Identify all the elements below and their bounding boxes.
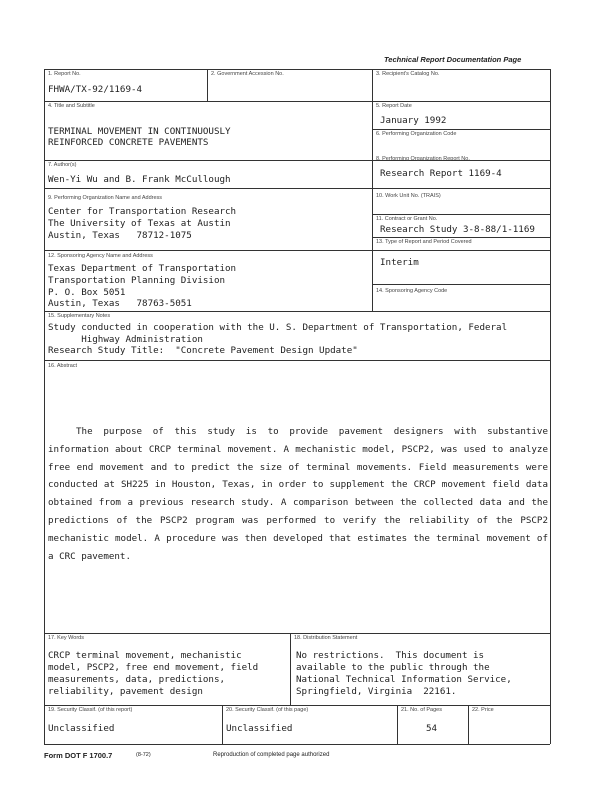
performing-org-line-2: The University of Texas at Austin [48,218,231,229]
report-no-value: FHWA/TX-92/1169-4 [48,84,143,95]
report-no-label: 1. Report No. [48,71,81,77]
distribution-line-2: available to the public through the [296,662,490,673]
form-date: (8-72) [136,752,151,758]
abstract-paragraph: The purpose of this study is to provide pavement designers with substantive information about CRCP terminal movement. A mechanistic model, PSCP2, was used to analyze free end movement and to predict the size of terminal movements. Field measurements were conducted at SH225 in Houston, Texas, in order to supplement the CRCP movement field data obtained from a previous research study. A comparison between the collected data and the predictions of the PSCP2 program was performed to verify the reliability of the PSCP2 mechanistic model. A procedure was then developed that estimates the terminal movement of a CRC pavement. [48,426,548,562]
performing-org-report-value: Research Report 1169-4 [380,168,502,179]
key-words-line-2: model, PSCP2, free end movement, field [48,662,259,673]
report-date-value: January 1992 [380,115,447,126]
distribution-line-4: Springfield, Virginia 22161. [296,686,457,697]
distribution-line-1: No restrictions. This document is [296,650,485,661]
sponsoring-agency-code-label: 14. Sponsoring Agency Code [376,288,448,294]
performing-org-code-label: 6. Performing Organization Code [376,131,457,137]
contract-grant-value: Research Study 3-8-88/1-1169 [380,224,535,235]
recipient-catalog-label: 3. Recipient's Catalog No. [376,71,440,77]
security-classif-report-label: 19. Security Classif. (of this report) [48,707,133,713]
page-count-label: 21. No. of Pages [401,707,442,713]
title-subtitle-label: 4. Title and Subtitle [48,103,95,109]
supplementary-notes-line-1: Study conducted in cooperation with the U. S. Department of Transportation, Federal [48,322,508,333]
sponsoring-agency-line-2: Transportation Planning Division [48,275,226,286]
supplementary-notes-line-2: Highway Administration [48,334,203,345]
contract-grant-label: 11. Contract or Grant No. [376,216,438,222]
key-words-line-4: reliability, pavement design [48,686,203,697]
title-line-2: REINFORCED CONCRETE PAVEMENTS [48,137,209,148]
report-type-label: 13. Type of Report and Period Covered [376,239,472,245]
page-count-value: 54 [426,723,438,734]
performing-org-name-label: 9. Performing Organization Name and Address [48,195,163,201]
security-classif-page-label: 20. Security Classif. (of this page) [226,707,309,713]
sponsoring-agency-line-1: Texas Department of Transportation [48,263,237,274]
form-id: Form DOT F 1700.7 [44,751,113,760]
authors-value: Wen-Yi Wu and B. Frank McCullough [48,174,231,185]
security-classif-report-value: Unclassified [48,723,115,734]
price-label: 22. Price [472,707,494,713]
key-words-label: 17. Key Words [48,635,84,641]
sponsoring-agency-line-4: Austin, Texas 78763-5051 [48,298,192,309]
government-accession-label: 2. Government Accession No. [211,71,284,77]
abstract-text [48,423,548,565]
key-words-line-3: measurements, data, predictions, [48,674,226,685]
security-classif-page-value: Unclassified [226,723,293,734]
report-type-value: Interim [380,257,419,268]
work-unit-label: 10. Work Unit No. (TRAIS) [376,193,441,199]
performing-org-report-label: 8. Performing Organization Report No. [376,156,470,162]
report-date-label: 5. Report Date [376,103,412,109]
supplementary-notes-label: 15. Supplementary Notes [48,313,111,319]
distribution-line-3: National Technical Information Service, [296,674,512,685]
performing-org-line-3: Austin, Texas 78712-1075 [48,230,192,241]
sponsoring-agency-line-3: P. O. Box 5051 [48,287,126,298]
form-header-title: Technical Report Documentation Page [384,55,522,64]
distribution-statement-label: 18. Distribution Statement [294,635,358,641]
authors-label: 7. Author(s) [48,162,77,168]
abstract-label: 16. Abstract [48,363,78,369]
key-words-line-1: CRCP terminal movement, mechanistic [48,650,242,661]
performing-org-line-1: Center for Transportation Research [48,206,237,217]
sponsoring-agency-label: 12. Sponsoring Agency Name and Address [48,253,153,259]
title-line-1: TERMINAL MOVEMENT IN CONTINUOUSLY [48,126,231,137]
supplementary-notes-line-3: Research Study Title: "Concrete Pavement Design Update" [48,345,358,356]
reproduction-note: Reproduction of completed page authorized [213,752,330,758]
